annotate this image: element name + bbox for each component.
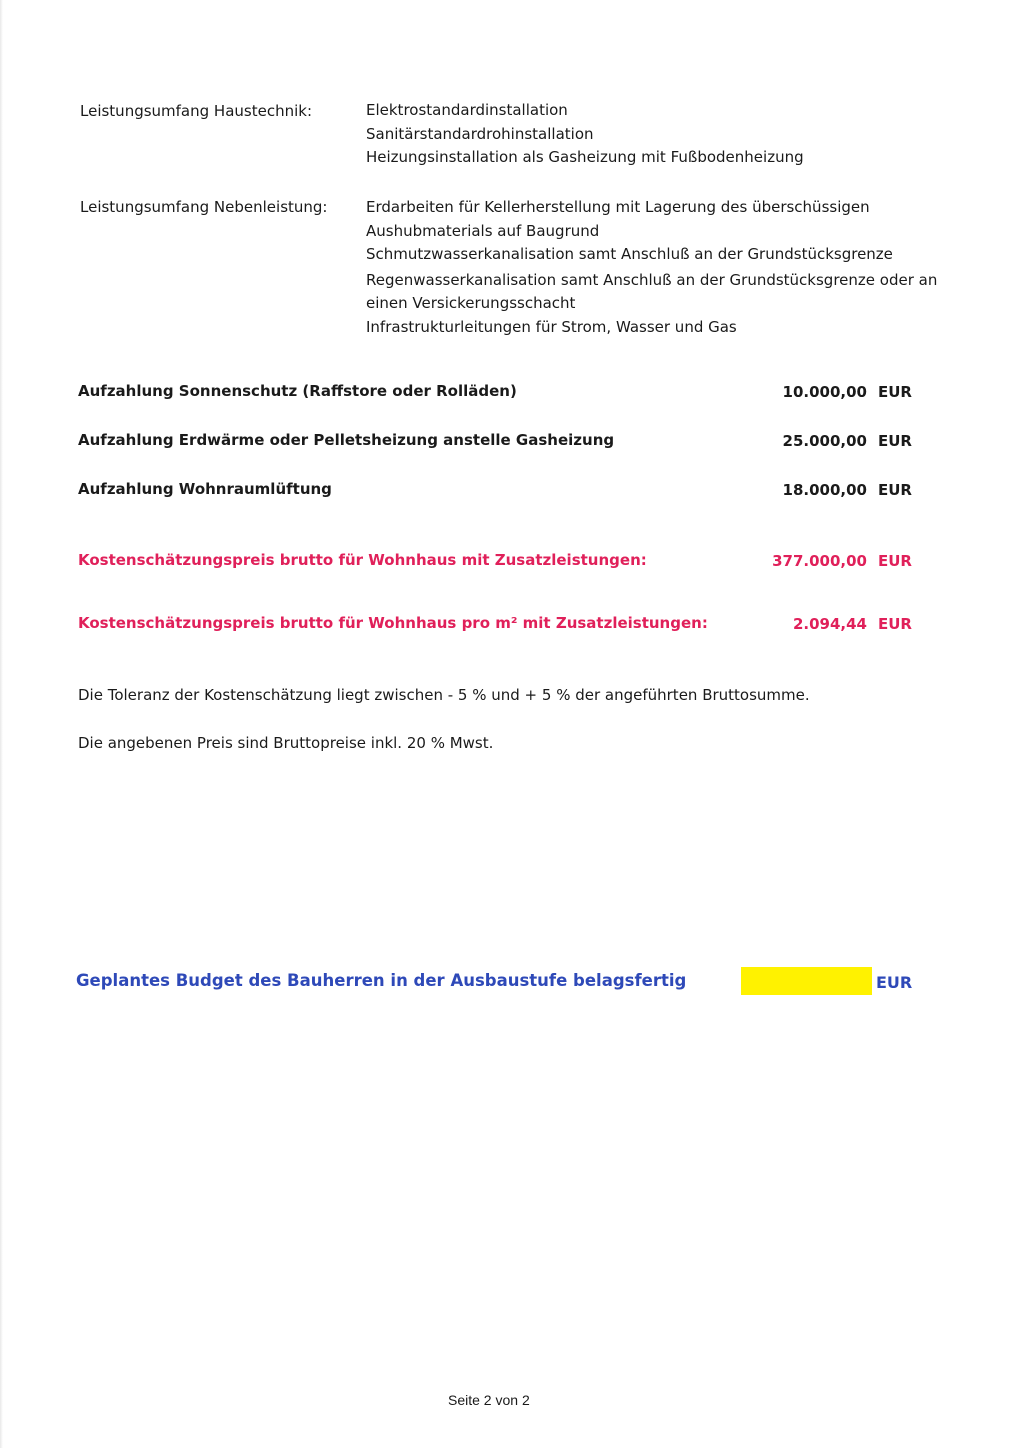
budget-currency: EUR	[876, 973, 913, 992]
surcharge-amount-sonnenschutz: 10.000,00	[782, 383, 867, 401]
nebenleistung-item: Aushubmaterials auf Baugrund	[366, 221, 600, 240]
nebenleistung-item: Erdarbeiten für Kellerherstellung mit Lagerung des überschüssigen	[366, 198, 870, 216]
surcharge-label-lueftung: Aufzahlung Wohnraumlüftung	[78, 480, 332, 498]
total-amount-gesamt: 377.000,00	[772, 552, 867, 570]
page-number: Seite 2 von 2	[448, 1392, 530, 1408]
budget-value-field[interactable]	[741, 967, 872, 995]
nebenleistung-item: Infrastrukturleitungen für Strom, Wasser und Gas	[366, 317, 737, 336]
surcharge-amount-lueftung: 18.000,00	[782, 481, 867, 499]
total-label-pro-m2: Kostenschätzungspreis brutto für Wohnhaus pro m² mit Zusatzleistungen:	[78, 614, 708, 632]
surcharge-label-heizung: Aufzahlung Erdwärme oder Pelletsheizung anstelle Gasheizung	[78, 431, 615, 449]
scan-edge-shadow	[0, 0, 3, 1448]
nebenleistung-item: Schmutzwasserkanalisation samt Anschluß an der Grundstücksgrenze	[366, 245, 893, 263]
haustechnik-item: Elektrostandardinstallation	[366, 101, 568, 119]
nebenleistung-item: einen Versickerungsschacht	[366, 294, 576, 312]
total-label-gesamt: Kostenschätzungspreis brutto für Wohnhaus mit Zusatzleistungen:	[78, 551, 647, 569]
haustechnik-label: Leistungsumfang Haustechnik:	[80, 102, 312, 120]
haustechnik-item: Sanitärstandardrohinstallation	[366, 124, 594, 143]
total-currency: EUR	[878, 615, 912, 633]
haustechnik-item: Heizungsinstallation als Gasheizung mit Fußbodenheizung	[366, 148, 804, 166]
surcharge-currency: EUR	[878, 481, 912, 499]
tolerance-note: Die Toleranz der Kostenschätzung liegt zwischen - 5 % und + 5 % der angeführten Bruttosumme.	[78, 686, 810, 704]
total-currency: EUR	[878, 552, 912, 570]
nebenleistung-items	[366, 196, 938, 339]
nebenleistung-label: Leistungsumfang Nebenleistung:	[80, 198, 328, 216]
surcharge-label-sonnenschutz: Aufzahlung Sonnenschutz (Raffstore oder Rolläden)	[78, 382, 517, 400]
nebenleistung-item: Regenwasserkanalisation samt Anschluß an der Grundstücksgrenze oder an	[366, 270, 938, 289]
surcharge-currency: EUR	[878, 432, 912, 450]
total-amount-pro-m2: 2.094,44	[792, 615, 867, 633]
vat-note: Die angebenen Preis sind Bruttopreise inkl. 20 % Mwst.	[78, 734, 494, 752]
surcharge-amount-heizung: 25.000,00	[782, 432, 867, 450]
haustechnik-items	[366, 99, 926, 170]
budget-label: Geplantes Budget des Bauherren in der Ausbaustufe belagsfertig	[76, 971, 687, 990]
surcharge-currency: EUR	[878, 383, 912, 401]
